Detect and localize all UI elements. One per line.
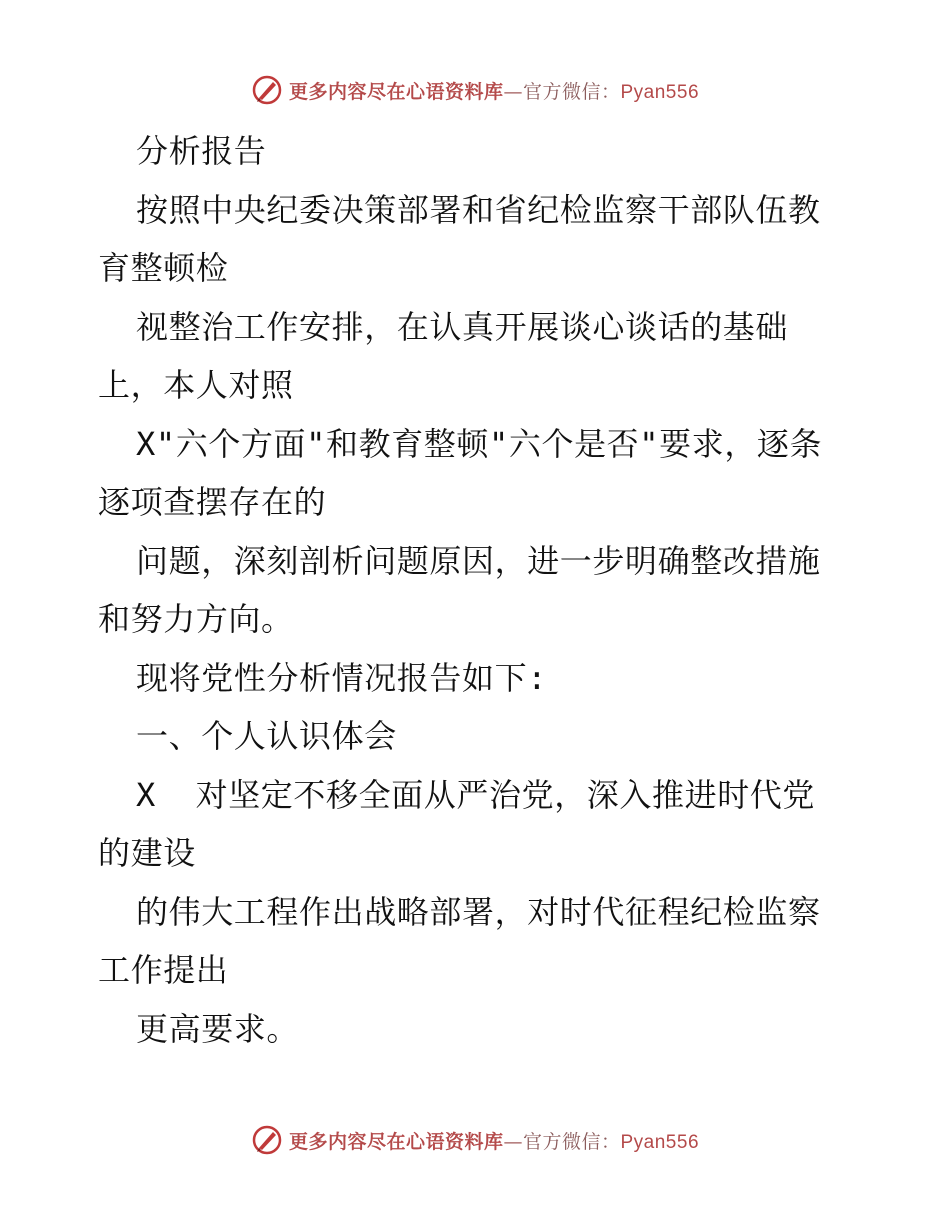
header-banner-text [289, 77, 699, 104]
doc-line-title: 分析报告 [136, 132, 267, 170]
header-banner-inner [251, 74, 699, 106]
footer-banner-text [289, 1127, 699, 1154]
doc-line: 视整治工作安排，在认真开展谈心谈话的基础 [136, 307, 789, 346]
doc-line: 上，本人对照 [98, 366, 294, 404]
doc-line: 现将党性分析情况报告如下: [136, 658, 548, 697]
doc-line: 的建设 [98, 834, 196, 872]
header-brand-text: 更多内容尽在心语资料库 [288, 80, 504, 103]
doc-line: X"六个方面"和教育整顿"六个是否"要求，逐条 [136, 424, 823, 463]
footer-wechat-handle: Pyan556 [620, 1131, 700, 1153]
doc-line: 的伟大工程作出战略部署，对时代征程纪检监察 [136, 892, 821, 931]
footer-banner-inner [251, 1124, 699, 1156]
doc-line: X 对坚定不移全面从严治党，深入推进时代党 [136, 775, 815, 814]
doc-line: 育整顿检 [98, 249, 229, 287]
doc-line: 问题，深刻剖析问题原因，进一步明确整改措施 [136, 541, 821, 580]
quill-pen-logo-icon [251, 74, 283, 106]
quill-pen-logo-icon [251, 1124, 283, 1156]
document-body [98, 122, 858, 1058]
header-wechat-label: 官方微信： [522, 80, 621, 103]
doc-line: 按照中央纪委决策部署和省纪检监察干部队伍教 [136, 190, 821, 229]
footer-banner [0, 1120, 950, 1160]
doc-line: 逐项查摆存在的 [98, 483, 327, 521]
header-separator: — [503, 80, 523, 103]
header-wechat-handle: Pyan556 [620, 81, 700, 103]
doc-line-section-heading: 一、个人认识体会 [136, 717, 397, 755]
footer-brand-text: 更多内容尽在心语资料库 [288, 1130, 504, 1153]
footer-separator: — [503, 1130, 523, 1153]
doc-line: 工作提出 [98, 951, 229, 989]
footer-wechat-label: 官方微信： [522, 1130, 621, 1153]
doc-line: 和努力方向。 [98, 600, 294, 638]
doc-line: 更高要求。 [136, 1009, 300, 1048]
header-banner [0, 70, 950, 110]
